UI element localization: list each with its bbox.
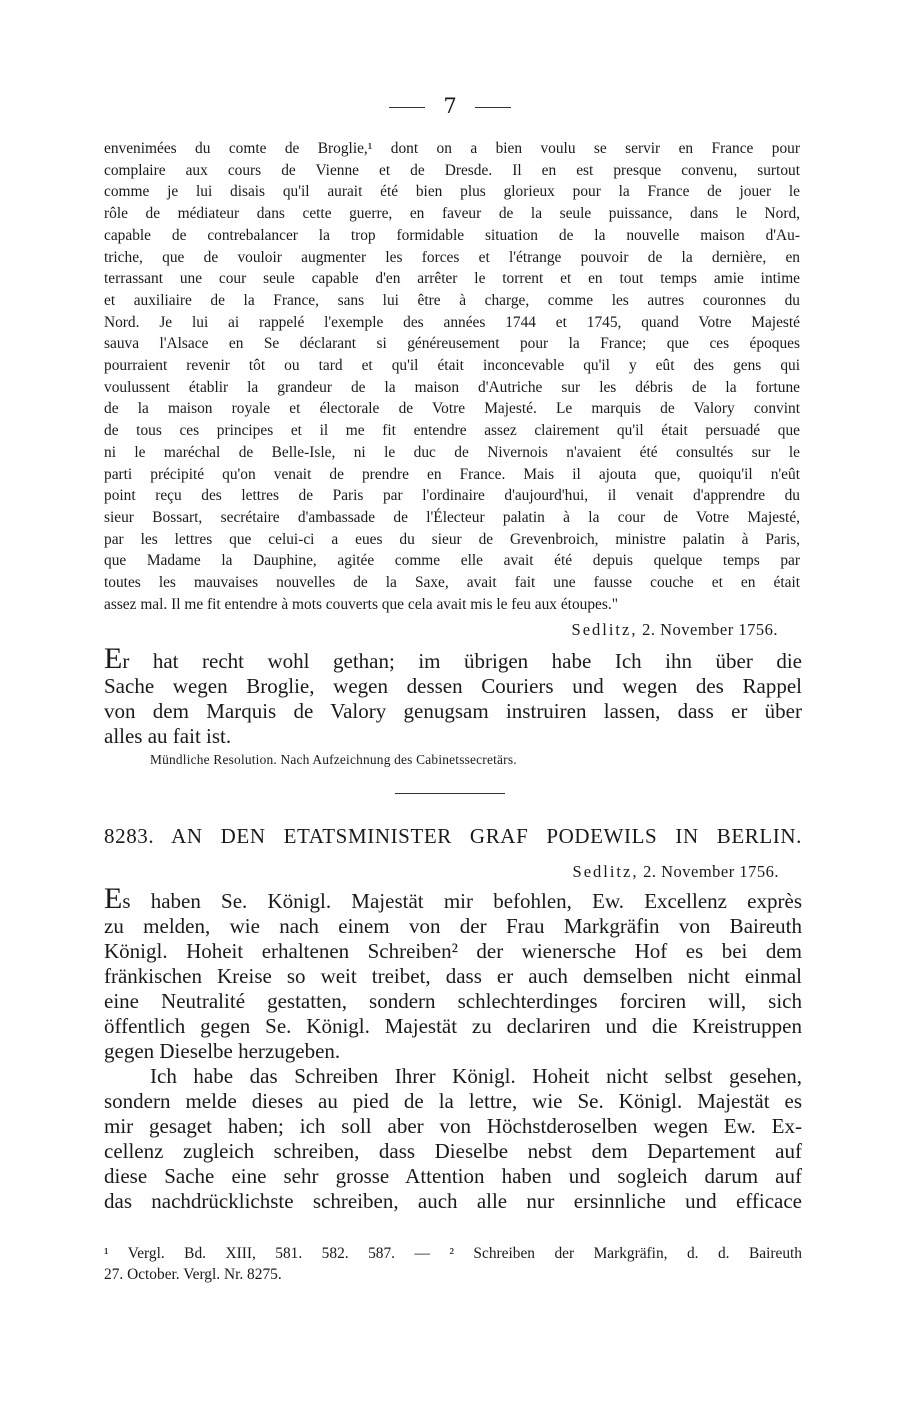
letter-line: fränkischen Kreise so weit treibet, dass er auch demselben nicht einmal bbox=[104, 964, 802, 988]
excerpt-line: Nord. Je lui ai rappelé l'exemple des années 1744 et 1745, quand Votre Majesté bbox=[104, 313, 800, 331]
page-number bbox=[0, 94, 900, 118]
excerpt-line: complaire aux cours de Vienne et de Dresde. Il en est presque convenu, surtout bbox=[104, 161, 800, 179]
footnote-line: ¹ Vergl. Bd. XIII, 581. 582. 587. — ² Schreiben der Markgräfin, d. d. Baireuth bbox=[104, 1245, 802, 1262]
page-number-dash-right bbox=[475, 107, 511, 108]
excerpt-line: triche, que de vouloir augmenter les forces et l'étrange pouvoir de la dernière, en bbox=[104, 248, 800, 266]
resolution-line: von dem Marquis de Valory genugsam instruiren lassen, dass er über bbox=[104, 699, 802, 723]
letter-line: mir gesaget haben; ich soll aber von Höchstderoselben wegen Ew. Ex- bbox=[104, 1114, 802, 1138]
excerpt-line: terrassant une cour seule capable d'en arrêter le torrent et en tout temps amie intime bbox=[104, 270, 800, 288]
footnote-line: 27. October. Vergl. Nr. 8275. bbox=[104, 1266, 282, 1283]
letter-line: sondern melde dieses au pied de la lettre, wie Se. Königl. Majestät es bbox=[104, 1089, 802, 1113]
excerpt-line: ni le maréchal de Belle-Isle, ni le duc de Nivernois n'avaient été consultés sur le bbox=[104, 443, 800, 461]
resolution-text bbox=[104, 642, 802, 749]
excerpt-line: capable de contrebalancer la trop formidable situation de la nouvelle maison d'Au- bbox=[104, 226, 800, 244]
excerpt-line: pourraient revenir tôt ou tard et qu'il était inconcevable qu'il y eût des gens qui bbox=[104, 357, 800, 375]
letter-excerpt bbox=[104, 138, 800, 615]
excerpt-line: parti précipité qu'on venait de prendre en France. Mais il ajouta que, quoiqu'il n'eût bbox=[104, 465, 800, 483]
excerpt-line: point reçu des lettres de Paris par l'ordinaire d'aujourd'hui, il venait d'apprendre du bbox=[104, 487, 800, 505]
dateline-resolution bbox=[572, 620, 778, 640]
letter-line: gegen Dieselbe herzugeben. bbox=[104, 1039, 341, 1063]
letter-line: öffentlich gegen Se. Königl. Majestät zu declariren und die Kreistruppen bbox=[104, 1014, 802, 1038]
letter-line: Ich habe das Schreiben Ihrer Königl. Hoheit nicht selbst gesehen, bbox=[150, 1064, 802, 1088]
excerpt-line: sauva l'Alsace en Se déclarant si généreusement pour la France; que ces époques bbox=[104, 335, 800, 353]
excerpt-line: et auxiliaire de la France, sans lui être à charge, comme les autres couronnes du bbox=[104, 291, 800, 309]
document-heading: 8283. AN DEN ETATSMINISTER GRAF PODEWILS IN BERLIN. bbox=[104, 824, 802, 848]
section-divider bbox=[395, 793, 505, 794]
excerpt-line: de tous ces principes et il me fit entendre assez clairement qu'il était persuadé que bbox=[104, 422, 800, 440]
dateline-date: 2. November 1756. bbox=[642, 620, 778, 639]
resolution-note: Mündliche Resolution. Nach Aufzeichnung des Cabinetssecretärs. bbox=[150, 752, 517, 767]
dateline-place: Sedlitz, bbox=[571, 620, 638, 639]
letter-line: eine Neutralité gestatten, sondern schlechterdinges forciren will, sich bbox=[104, 989, 802, 1013]
page-number-dash-left bbox=[389, 107, 425, 108]
excerpt-line: toutes les mauvaises nouvelles de la Saxe, avait fait une fausse couche et en était bbox=[104, 574, 800, 592]
excerpt-line: voulussent établir la grandeur de la maison d'Autriche sur les débris de la fortune bbox=[104, 378, 800, 396]
letter-line: zu melden, wie nach einem von der Frau Markgräfin von Baireuth bbox=[104, 914, 802, 938]
letter-line: das nachdrücklichste schreiben, auch alle nur ersinnliche und efficace bbox=[104, 1189, 802, 1213]
letter-line: cellenz zugleich schreiben, dass Dieselbe nebst dem Departement auf bbox=[104, 1139, 802, 1163]
excerpt-line: comme je lui disais qu'il aurait été bien plus glorieux pour la France de jouer le bbox=[104, 183, 800, 201]
excerpt-line: par les lettres que celui-ci a eues du sieur de Grevenbroich, ministre palatin à Paris, bbox=[104, 530, 800, 548]
excerpt-line: envenimées du comte de Broglie,¹ dont on a bien voulu se servir en France pour bbox=[104, 140, 800, 157]
excerpt-line: que Madame la Dauphine, agitée comme elle avait été depuis quelque temps par bbox=[104, 552, 800, 570]
letter-body bbox=[104, 882, 802, 1214]
excerpt-line: sieur Bossart, secrétaire d'ambassade de l'Électeur palatin à la cour de Votre Majesté, bbox=[104, 508, 800, 526]
dateline-letter bbox=[573, 862, 779, 882]
drop-initial: E bbox=[104, 642, 123, 675]
drop-initial: E bbox=[104, 882, 123, 915]
excerpt-line: de la maison royale et électorale de Votre Majesté. Le marquis de Valory convint bbox=[104, 400, 800, 418]
footnotes bbox=[104, 1243, 802, 1285]
dateline-date: 2. November 1756. bbox=[643, 862, 779, 881]
resolution-line: Er hat recht wohl gethan; im übrigen habe Ich ihn über die bbox=[104, 642, 802, 675]
excerpt-line: rôle de médiateur dans cette guerre, en faveur de la seule puissance, dans le Nord, bbox=[104, 205, 800, 223]
letter-line: Königl. Hoheit erhaltenen Schreiben² der wienersche Hof es bei dem bbox=[104, 939, 802, 963]
letter-line: Es haben Se. Königl. Majestät mir befohlen, Ew. Excellenz exprès bbox=[104, 882, 802, 915]
letter-line: diese Sache eine sehr grosse Attention haben und sogleich darum auf bbox=[104, 1164, 802, 1188]
resolution-line: Sache wegen Broglie, wegen dessen Couriers und wegen des Rappel bbox=[104, 674, 802, 698]
excerpt-line-last: assez mal. Il me fit entendre à mots couverts que cela avait mis le feu aux étoupes." bbox=[104, 595, 618, 613]
dateline-place: Sedlitz, bbox=[572, 862, 639, 881]
page-number-text: 7 bbox=[443, 94, 457, 118]
resolution-line: alles au fait ist. bbox=[104, 724, 232, 748]
